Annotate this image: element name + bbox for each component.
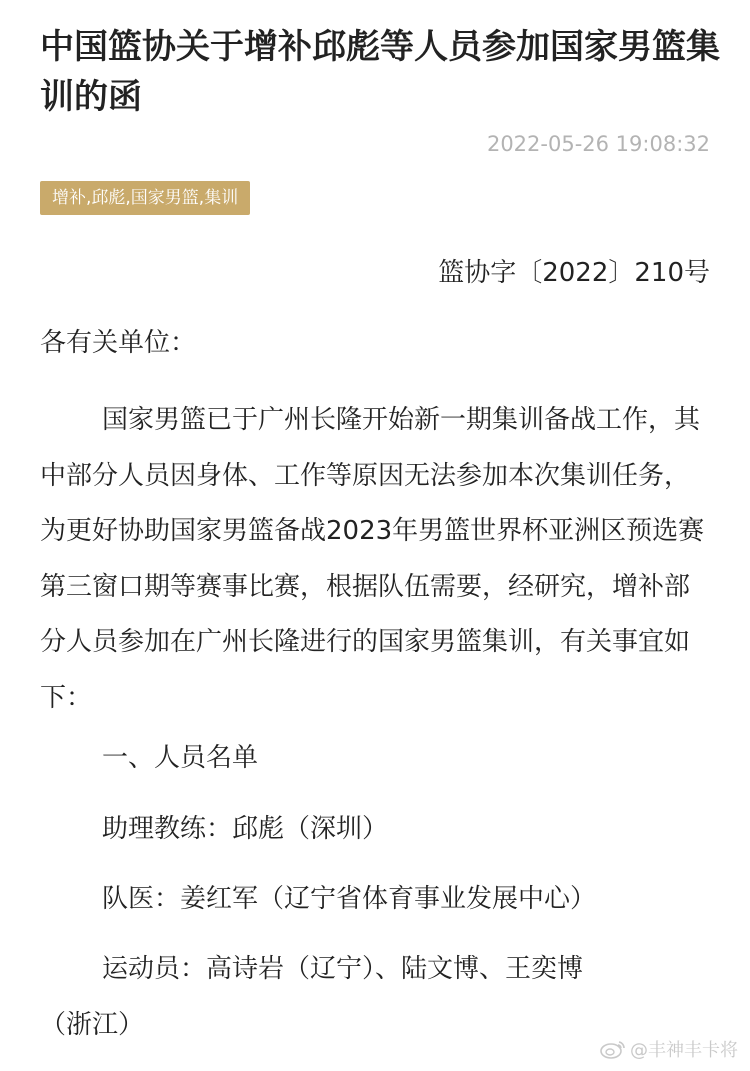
letter-body-paragraph: 国家男篮已于广州长隆开始新一期集训备战工作，其中部分人员因身体、工作等原因无法参加本次集训任务，为更好协助国家男篮备战2023年男篮世界杯亚洲区预选赛第三窗口期等赛事比赛，根据队伍需要，经研究，增补部分人员参加在广州长隆进行的国家男篮集训，有关事宜如下：	[40, 405, 705, 713]
publish-timestamp: 2022-05-26 19:08:32	[486, 132, 710, 156]
salutation: 各有关单位：	[40, 328, 197, 358]
assistant-coach-line: 助理教练：邱彪（深圳）	[102, 814, 389, 844]
watermark-text: @丰神丰卡将	[630, 1040, 738, 1061]
section-heading: 一、人员名单	[102, 743, 259, 773]
weibo-icon	[600, 1039, 626, 1059]
tag-list[interactable]: 增补,邱彪,国家男篮,集训	[40, 181, 250, 215]
watermark	[600, 1036, 738, 1062]
article-title: 中国篮协关于增补邱彪等人员参加国家男篮集训的函	[40, 27, 720, 117]
athletes-line-continued: （浙江）	[40, 1010, 145, 1040]
athletes-line: 运动员：高诗岩（辽宁）、陆文博、王奕博	[102, 954, 584, 984]
team-doctor-line: 队医：姜红军（辽宁省体育事业发展中心）	[102, 884, 597, 914]
document-number: 篮协字〔2022〕210号	[438, 258, 710, 288]
